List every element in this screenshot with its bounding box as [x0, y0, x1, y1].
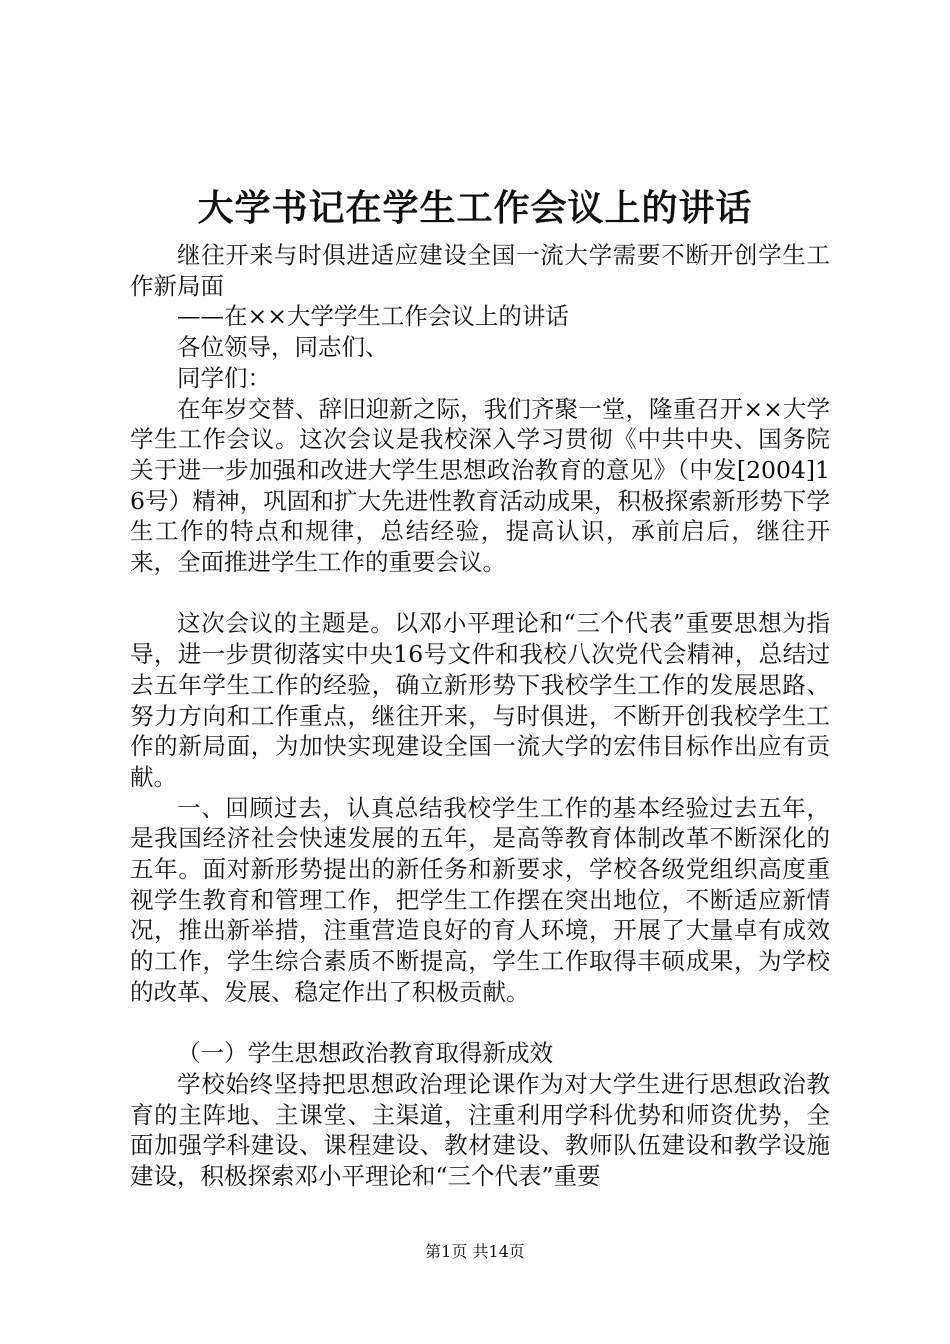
document-title: 大学书记在学生工作会议上的讲话 [197, 187, 753, 229]
page-number-footer: 第1页 共14页 [425, 1242, 525, 1261]
section-heading-paragraph: 一、回顾过去，认真总结我校学生工作的基本经验过去五年，是我国经济社会快速发展的五年，是高等教育体制改革不断深化的五年。面对新形势提出的新任务和新要求，学校各级党组织高度重视学生教育和管理工作，把学生工作摆在突出地位，不断适应新情况，推出新举措，注重营造良好的育人环境，开展了大量卓有成效的工作，学生综合素质不断提高，学生工作取得丰硕成果，为学校的改革、发展、稳定作出了积极贡献。 [130, 793, 830, 1006]
subtitle-paragraph: 继往开来与时俱进适应建设全国一流大学需要不断开创学生工作新局面 [130, 241, 830, 300]
paragraph-spacer [130, 578, 830, 609]
body-paragraph: 在年岁交替、辞旧迎新之际，我们齐聚一堂，隆重召开××大学学生工作会议。这次会议是我校深入学习贯彻《中共中央、国务院关于进一步加强和改进大学生思想政治教育的意见》（中发[2004]16号）精神，巩固和扩大先进性教育活动成果，积极探索新形势下学生工作的特点和规律，总结经验，提高认识，承前启后，继往开来，全面推进学生工作的重要会议。 [130, 394, 830, 577]
subsection-heading: （一）学生思想政治教育取得新成效 [177, 1039, 553, 1068]
body-paragraph: 学校始终坚持把思想政治理论课作为对大学生进行思想政治教育的主阵地、主课堂、主渠道，注重利用学科优势和师资优势，全面加强学科建设、课程建设、教材建设、教师队伍建设和教学设施建设，积极探索邓小平理论和“三个代表”重要 [130, 1069, 830, 1191]
salutation-line: 各位领导，同志们、 [177, 333, 389, 362]
speech-occasion-line: ——在××大学学生工作会议上的讲话 [177, 302, 569, 331]
body-paragraph: 这次会议的主题是。以邓小平理论和“三个代表”重要思想为指导，进一步贯彻落实中央16号文件和我校八次党代会精神，总结过去五年学生工作的经验，确立新形势下我校学生工作的发展思路、努力方向和工作重点，继往开来，与时俱进，不断开创我校学生工作的新局面，为加快实现建设全国一流大学的宏伟目标作出应有贡献。 [130, 609, 830, 791]
paragraph-spacer [130, 1008, 830, 1039]
salutation-line-continued: 同学们： [177, 363, 271, 392]
document-body [130, 240, 830, 1192]
